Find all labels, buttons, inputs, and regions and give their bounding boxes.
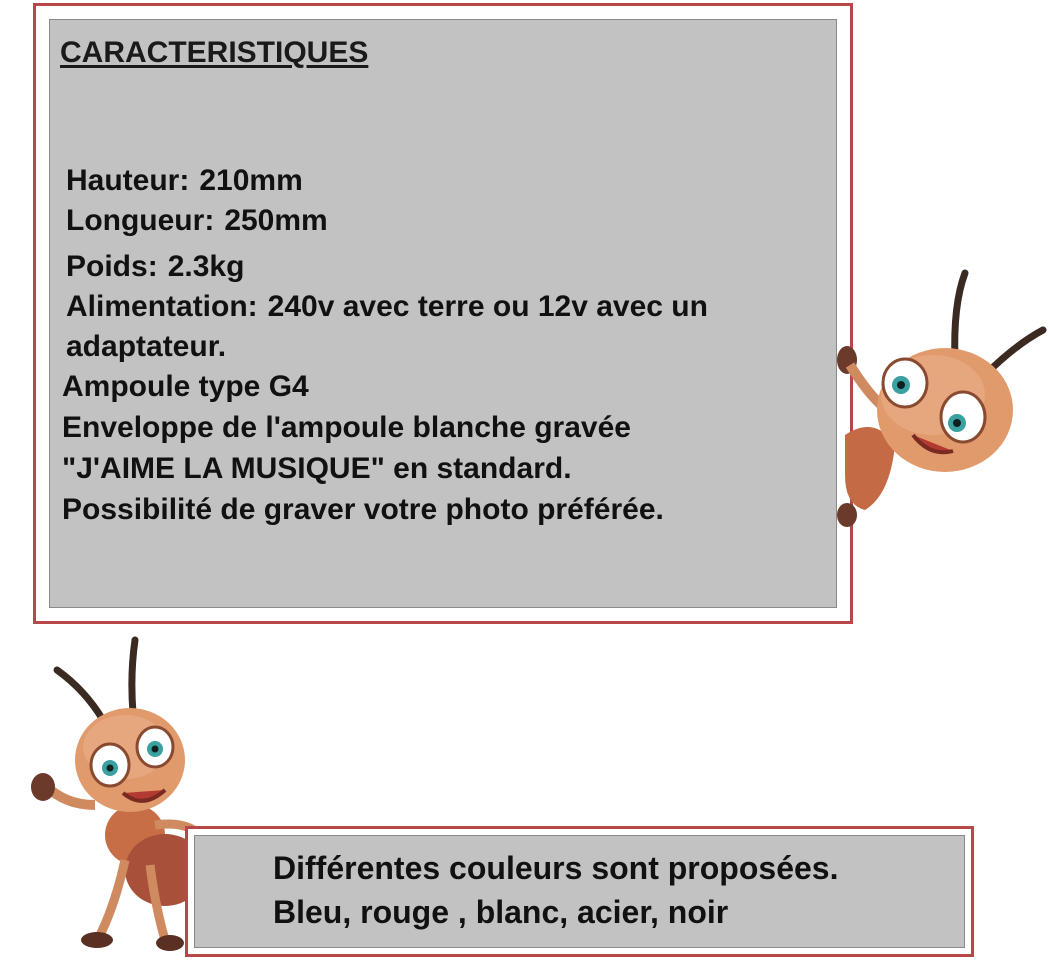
- spec-weight-value: 2.3kg: [167, 250, 245, 283]
- spec-power-value: 240v avec terre ou 12v avec un: [267, 290, 708, 323]
- spec-bulb-type: Ampoule type G4: [62, 370, 309, 403]
- colors-list: Bleu, rouge , blanc, acier, noir: [273, 894, 729, 930]
- colors-intro: Différentes couleurs sont proposées.: [273, 850, 839, 886]
- spec-length: [66, 204, 328, 238]
- spec-height: [66, 164, 303, 198]
- spec-power: [66, 290, 708, 324]
- spec-custom-photo: Possibilité de graver votre photo préférée.: [62, 493, 664, 526]
- ant-peeking-illustration: [835, 265, 1050, 535]
- spec-length-key: Longueur :: [66, 204, 214, 237]
- specs-panel: [49, 19, 837, 608]
- colors-panel: [194, 835, 965, 948]
- specs-title: CARACTERISTIQUES: [60, 36, 369, 69]
- spec-height-key: Hauteur :: [66, 164, 189, 197]
- spec-weight: [66, 250, 244, 284]
- spec-weight-key: Poids :: [66, 250, 158, 283]
- colors-panel-frame: [185, 826, 974, 957]
- spec-height-value: 210mm: [199, 164, 303, 197]
- specs-panel-frame: [33, 3, 853, 624]
- spec-bulb-envelope: Enveloppe de l'ampoule blanche gravée: [62, 411, 631, 444]
- spec-power-continued: adaptateur.: [66, 330, 227, 363]
- spec-length-value: 250mm: [224, 204, 328, 237]
- spec-bulb-engraving: "J'AIME LA MUSIQUE" en standard.: [62, 452, 572, 485]
- spec-power-key: Alimentation :: [66, 290, 258, 323]
